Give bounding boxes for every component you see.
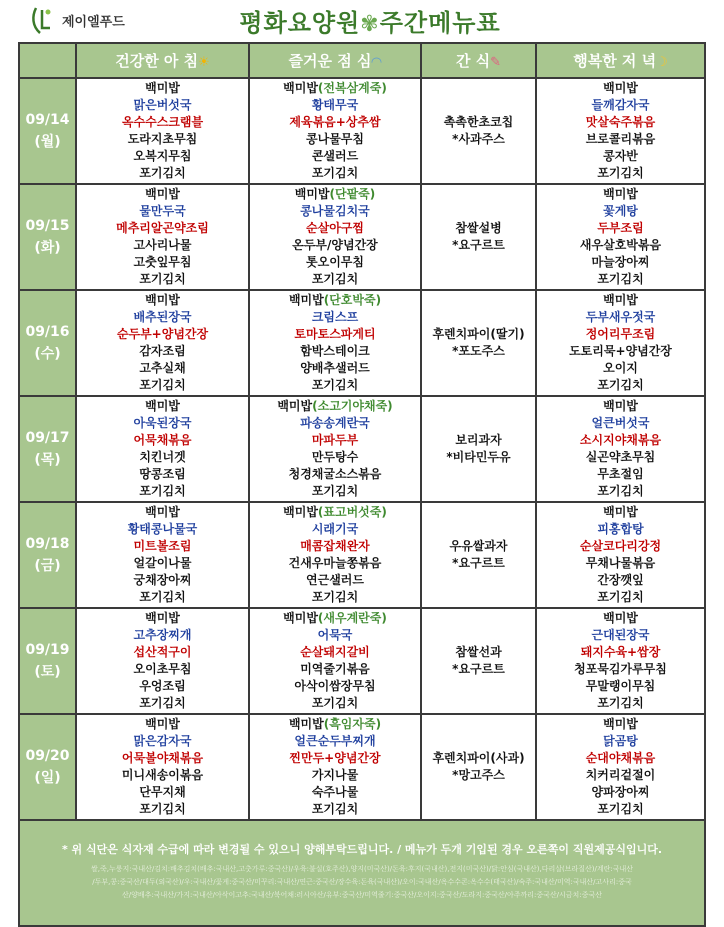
origin-line: 산/양배추:국내산/가지:국내산/아삭이고추:국내산/북어채:러시아산/유부:중국산/미역줄기:중국산/오이지:중국산/도라지:중국산/아주까리:중국산/시금치:중국산 [122,891,602,899]
dinner-cell [536,714,705,820]
menu-item: 순살아구찜 [306,221,364,235]
date-label: 09/14 [25,112,70,128]
notice-text: * 위 식단은 식자재 수급에 따라 변경될 수 있으니 양해부탁드립니다. / 메뉴가 두개 기입된 경우 오른쪽이 직원제공식입니다. [61,843,663,856]
menu-item: 물만두국 [139,204,186,218]
menu-item-rice: 백미밥 [283,81,318,95]
menu-item: 포기김치 [597,166,644,180]
menu-item: 얼큰순두부찌개 [294,734,376,748]
page-title-main: 평화요양원 [239,9,361,37]
column-header-label: 즐거운 점 심 [288,52,372,70]
menu-item: 궁채장아찌 [133,573,192,587]
breakfast-cell [76,290,249,396]
snack-item: 보리과자 [455,433,502,447]
menu-item: 맛살숙주볶음 [585,115,656,129]
snack-cell [421,502,536,608]
menu-item: 포기김치 [597,802,644,816]
menu-item: 순살코다리강정 [579,539,662,553]
menu-item: 포기김치 [139,696,186,710]
menu-item [250,186,420,203]
snack-cell [421,184,536,290]
menu-item: 제육볶음+상추쌈 [289,115,381,129]
lunch-cell [249,714,421,820]
menu-item: 포기김치 [597,590,644,604]
menu-item: 포기김치 [311,166,359,180]
menu-item: 꽃게탕 [603,204,638,218]
date-label: 09/19 [25,642,70,658]
menu-item: 피홍합탕 [597,522,644,536]
lunch-cell [249,184,421,290]
menu-item: 도라지초무침 [127,132,198,146]
snack-item: 촉촉한초코칩 [443,115,514,129]
menu-item: 마늘장아찌 [591,255,650,269]
day-row [19,502,705,608]
weekday-label: (목) [34,452,61,468]
menu-item: 포기김치 [311,590,359,604]
column-header-snack [421,43,536,78]
menu-item-rice: 백미밥 [277,399,313,413]
menu-item: 순두부+양념간장 [116,327,209,341]
menu-item-rice: 백미밥 [283,505,318,519]
menu-item: 백미밥 [145,81,180,95]
menu-item: 숙주나물 [311,785,359,799]
menu-item: 온두부/양념간장 [292,238,378,252]
menu-item: 포기김치 [139,802,186,816]
breakfast-cell [76,396,249,502]
day-row [19,184,705,290]
snack-item: 참쌀설병 [455,221,502,235]
moon-icon: ☽ [656,55,668,70]
sun-icon: ☀ [198,55,210,70]
snack-item: *사과주스 [452,132,505,146]
leaf-icon: ✾ [360,12,380,37]
menu-item: 콩나물무침 [306,132,364,146]
menu-item: 양배추샐러드 [300,361,370,375]
brand-logo [30,6,190,38]
column-header-lunch [249,43,421,78]
menu-item: 매콤잡채완자 [300,539,370,553]
page-title [210,3,530,38]
day-row [19,396,705,502]
header [0,0,724,42]
menu-item: 백미밥 [145,187,180,201]
menu-item: 돼지수육+쌈장 [580,645,661,659]
menu-item: 백미밥 [145,717,180,731]
menu-item: 백미밥 [145,399,180,413]
menu-item: 무초절임 [597,467,644,481]
menu-item-rice: 백미밥 [294,187,330,201]
menu-item: 맑은감자국 [133,734,192,748]
menu-item [250,504,420,521]
menu-item: 찐만두+양념간장 [289,751,381,765]
origin-line: 쌀,죽,누룽지:국내산/김치:배추김치(배추:국내산,고춧가루:중국산)/우육:불실(호주산),양지(미국산)/돈육:후지(국내산),전지(미국산)/닭:안심(국내산),다리살(브라질산)/계란:국내산 [90,865,634,873]
menu-item-porridge: (새우계란죽) [317,611,387,625]
snack-item: 후렌치파이(사과) [432,751,525,765]
menu-item: 가지나물 [311,768,359,782]
menu-item: 콩자반 [603,149,638,163]
menu-item-rice: 백미밥 [288,293,324,307]
day-row [19,714,705,820]
weekday-label: (금) [34,558,61,574]
snack-item: *요구르트 [452,556,505,570]
snack-cell [421,396,536,502]
snack-item: *망고주스 [452,768,505,782]
menu-item: 도토리묵+양념간장 [569,344,672,358]
menu-item: 오이지 [603,361,638,375]
day-row [19,290,705,396]
lunch-cell [249,78,421,184]
menu-item: 고사리나물 [133,238,192,252]
menu-item: 황태무국 [311,98,359,112]
menu-item: 마파두부 [311,433,359,447]
menu-item: 크림스프 [311,310,359,324]
snack-item: 후렌치파이(딸기) [432,327,525,341]
header-row [19,43,705,78]
column-header-breakfast [76,43,249,78]
menu-item: 들깨감자국 [591,98,650,112]
menu-item: 아욱된장국 [133,416,192,430]
menu-item: 백미밥 [603,293,638,307]
menu-item: 포기김치 [139,166,186,180]
menu-item: 포기김치 [597,696,644,710]
menu-item: 닭곰탕 [603,734,638,748]
breakfast-cell [76,184,249,290]
weekly-menu-table [18,42,706,927]
menu-item-porridge: (표고버섯죽) [317,505,387,519]
date-label: 09/15 [25,218,70,234]
menu-item: 건새우마늘쫑볶음 [288,556,382,570]
menu-item: 순대야채볶음 [585,751,656,765]
weekday-label: (토) [34,664,61,680]
menu-item: 브로콜리볶음 [585,132,656,146]
column-header-label: 행복한 저 녁 [573,52,657,70]
date-label: 09/18 [25,536,70,552]
day-row [19,78,705,184]
lunch-cell [249,502,421,608]
date-cell [19,502,76,608]
menu-item: 땅콩조림 [139,467,186,481]
menu-item: 포기김치 [139,378,186,392]
menu-item: 미역줄기볶음 [300,662,370,676]
menu-item: 청경채굴소스볶음 [288,467,382,481]
menu-item-porridge: (단팥죽) [329,187,376,201]
snack-item: *포도주스 [452,344,505,358]
snack-cell [421,608,536,714]
menu-item: 오이초무침 [133,662,192,676]
footer-note [19,820,705,926]
lunch-cell [249,290,421,396]
origin-line: /두부,콩:중국산/대두(외국산)/우:국내산/꽃게:중국산/미꾸리:국내산/연근:중국산/장수육:돈육(국내산)/오이:국내산/옥수수콘:옥수수(태국산)/숙주:국내산/미역:국내산/고사리:중국 [92,878,632,886]
breakfast-cell [76,78,249,184]
menu-item: 토마토스파게티 [294,327,376,341]
weekday-label: (일) [34,770,61,786]
snack-cell [421,290,536,396]
dinner-cell [536,502,705,608]
menu-item: 청포묵김가루무침 [574,662,667,676]
menu-item: 치킨너겟 [139,450,186,464]
date-cell [19,396,76,502]
menu-item: 백미밥 [603,81,638,95]
menu-item: 백미밥 [603,505,638,519]
menu-item: 어묵채볶음 [133,433,192,447]
menu-item: 소시지야채볶음 [579,433,662,447]
snack-item: *요구르트 [452,238,505,252]
menu-item-porridge: (흑임자죽) [323,717,382,731]
menu-item: 포기김치 [139,484,186,498]
menu-item: 포기김치 [311,802,359,816]
menu-item: 간장깻잎 [597,573,644,587]
origin-info [26,863,698,902]
date-label: 09/16 [25,324,70,340]
menu-item: 포기김치 [139,590,186,604]
menu-item: 콩나물김치국 [300,204,370,218]
menu-item: 메추리알곤약조림 [116,221,209,235]
menu-item: 실곤약초무침 [585,450,656,464]
breakfast-cell [76,502,249,608]
menu-item-porridge: (전복삼계죽) [317,81,387,95]
menu-item: 포기김치 [597,272,644,286]
menu-item [250,716,420,733]
column-header-label: 건강한 아 침 [115,52,199,70]
menu-item: 황태콩나물국 [127,522,198,536]
menu-item-rice: 백미밥 [288,717,324,731]
date-cell [19,290,76,396]
date-cell [19,184,76,290]
menu-item: 감자조림 [139,344,186,358]
menu-item: 미트볼조림 [133,539,192,553]
menu-item: 아삭이쌈장무침 [294,679,376,693]
weekday-label: (월) [34,134,61,150]
menu-item: 포기김치 [597,484,644,498]
snack-item: 우유쌀과자 [449,539,508,553]
menu-item: 미니새송이볶음 [121,768,204,782]
menu-item: 만두탕수 [311,450,359,464]
menu-item: 순살돼지갈비 [300,645,370,659]
lunch-cell [249,396,421,502]
menu-item: 백미밥 [145,611,180,625]
menu-item: 콘샐러드 [311,149,359,163]
footer-row [19,820,705,926]
menu-item: 연근샐러드 [306,573,364,587]
menu-item: 옥수수스크램블 [121,115,204,129]
page-title-suffix: 주간메뉴표 [379,9,501,37]
date-label: 09/20 [25,748,70,764]
menu-item: 얼갈이나물 [133,556,192,570]
menu-item: 고춧잎무침 [133,255,192,269]
snack-item: *요구르트 [452,662,505,676]
menu-item: 포기김치 [597,378,644,392]
dinner-cell [536,184,705,290]
date-cell [19,78,76,184]
weekday-label: (수) [34,346,61,362]
menu-item: 어묵국 [317,628,353,642]
menu-item: 톳오이무침 [306,255,364,269]
column-header-dinner [536,43,705,78]
menu-item: 무채나물볶음 [585,556,656,570]
menu-item: 포기김치 [311,272,359,286]
corner-cell [19,43,76,78]
date-cell [19,714,76,820]
breakfast-cell [76,608,249,714]
menu-item: 단무지채 [139,785,186,799]
brand-logo-icon [30,6,54,36]
snack-cell [421,78,536,184]
menu-item: 치커리겉절이 [585,768,656,782]
menu-item: 백미밥 [603,717,638,731]
date-cell [19,608,76,714]
weekday-label: (화) [34,240,61,256]
menu-item: 양파장아찌 [591,785,650,799]
dinner-cell [536,608,705,714]
rainbow-icon: ◠ [371,55,382,70]
menu-item: 배추된장국 [133,310,192,324]
date-label: 09/17 [25,430,70,446]
menu-item-porridge: (소고기야채죽) [312,399,393,413]
menu-item [250,80,420,97]
menu-item: 포기김치 [139,272,186,286]
menu-item: 백미밥 [603,187,638,201]
menu-item [250,610,420,627]
menu-item: 정어리무조림 [585,327,656,341]
menu-item: 백미밥 [603,611,638,625]
menu-item: 함박스테이크 [300,344,370,358]
snack-item: 참쌀선과 [455,645,502,659]
menu-item [250,292,420,309]
day-row [19,608,705,714]
menu-item: 포기김치 [311,696,359,710]
menu-item-porridge: (단호박죽) [323,293,382,307]
menu-item: 백미밥 [603,399,638,413]
menu-item: 맑은버섯국 [133,98,192,112]
menu-item: 포기김치 [311,484,359,498]
menu-item: 새우살호박볶음 [579,238,662,252]
brand-name: 제이엘푸드 [62,15,125,30]
lunch-cell [249,608,421,714]
menu-item: 시래기국 [311,522,359,536]
menu-item [250,398,420,415]
menu-item: 고추실채 [139,361,186,375]
menu-item: 근대된장국 [591,628,650,642]
snack-cell [421,714,536,820]
menu-item: 무말랭이무침 [585,679,656,693]
menu-item: 백미밥 [145,293,180,307]
menu-item: 섭산적구이 [133,645,192,659]
menu-item: 우엉조림 [139,679,186,693]
menu-item: 백미밥 [145,505,180,519]
breakfast-cell [76,714,249,820]
menu-item-rice: 백미밥 [283,611,318,625]
snack-item: *비타민두유 [446,450,511,464]
dinner-cell [536,290,705,396]
dinner-cell [536,396,705,502]
menu-item: 고추장찌개 [133,628,192,642]
candy-icon: ✎ [490,55,502,70]
menu-item: 어묵볼야채볶음 [121,751,204,765]
menu-item: 파송송계란국 [300,416,370,430]
menu-item: 오복지무침 [133,149,192,163]
menu-item: 두부새우젓국 [585,310,656,324]
menu-item: 두부조림 [597,221,644,235]
menu-item: 얼큰버섯국 [591,416,650,430]
dinner-cell [536,78,705,184]
menu-item: 포기김치 [311,378,359,392]
column-header-label: 간 식 [455,52,491,70]
